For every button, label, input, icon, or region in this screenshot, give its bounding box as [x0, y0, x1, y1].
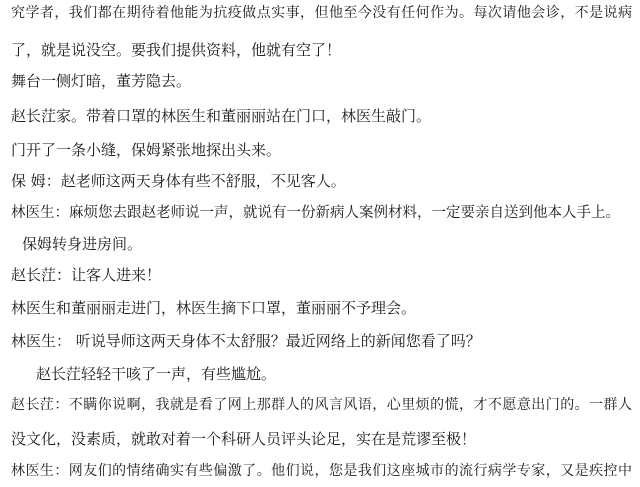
dialogue-line: 林医生：网友们的情绪确实有些偏激了。他们说，您是我们这座城市的流行病学专家，又是疾控中 — [11, 463, 632, 479]
stage-direction: 林医生和董丽丽走进门，林医生摘下口罩，董丽丽不予理会。 — [11, 299, 417, 317]
dialogue-line: 没文化，没素质，就敢对着一个科研人员评头论足，实在是荒谬至极！ — [11, 430, 477, 448]
dialogue-line: 赵长茳：不瞒你说啊，我就是看了网上那群人的风言风语，心里烦的慌，才不愿意出门的。一群人 — [11, 397, 632, 413]
dialogue-line: 林医生：麻烦您去跟赵老师说一声，就说有一份新病人案例材料，一定要亲自送到他本人手上。 — [11, 205, 620, 221]
stage-direction: 门开了一条小缝，保姆紧张地探出头来。 — [11, 141, 282, 159]
stage-direction: 赵长茳轻轻干咳了一声，有些尴尬。 — [36, 365, 277, 383]
stage-direction: 赵长茳家。带着口罩的林医生和董丽丽站在门口，林医生敲门。 — [11, 107, 432, 125]
text-line: 究学者，我们都在期待着他能为抗疫做点实事，但他至今没有任何作为。每次请他会诊，不是说病 — [11, 5, 632, 21]
dialogue-line: 赵长茳：让客人进来！ — [11, 266, 162, 284]
stage-direction: 舞台一侧灯暗，董芳隐去。 — [11, 72, 192, 90]
text-line: 了，就是说没空。要我们提供资料，他就有空了！ — [11, 41, 342, 59]
stage-direction: 保姆转身进房间。 — [22, 235, 143, 253]
dialogue-line: 保 姆：赵老师这两天身体有些不舒服，不见客人。 — [11, 172, 346, 190]
dialogue-line: 林医生： 听说导师这两天身体不太舒服？最近网络上的新闻您看了吗？ — [11, 332, 481, 350]
